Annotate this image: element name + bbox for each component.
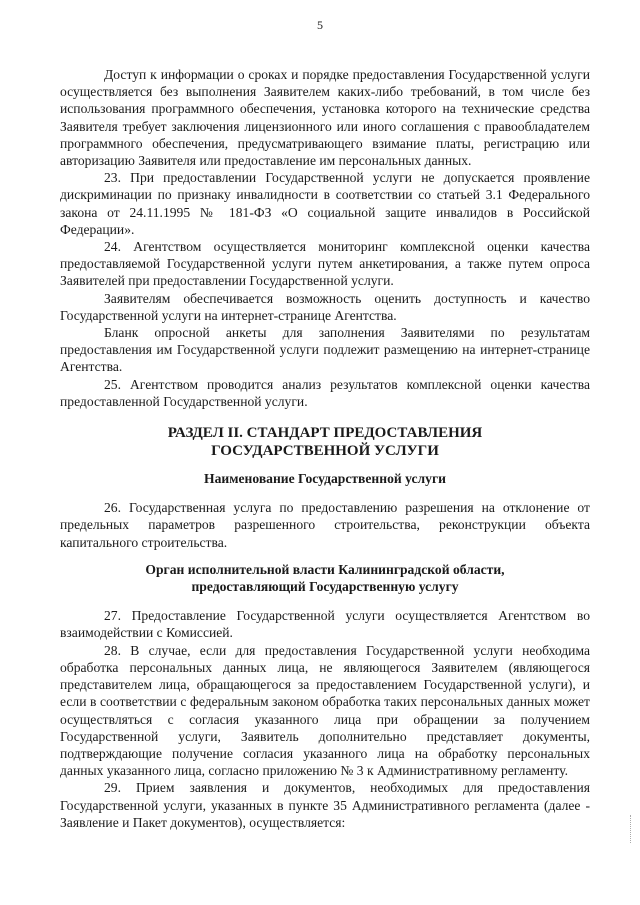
section-title-line-1: РАЗДЕЛ II. СТАНДАРТ ПРЕДОСТАВЛЕНИЯ xyxy=(167,425,483,442)
paragraph-intro: Доступ к информации о сроках и порядке предоставления Государственной услуги осуществляется без выполнения Заявителем каких-либо требований, в том числе без использования программного обеспечения, установка которого на технические средства Заявителя требует заключения лицензионного или иного соглашения с правообладателем программного обеспечения, предусматривающего взимание платы, регистрацию или авторизацию Заявителя или предоставление им персональных данных. xyxy=(60,67,590,169)
section-title-line-2: ГОСУДАРСТВЕННОЙ УСЛУГИ xyxy=(211,443,439,460)
paragraph-26: 26. Государственная услуга по предоставлению разрешения на отклонение от предельных параметров разрешенного строительства, реконструкции объекта капитального строительства. xyxy=(60,500,590,550)
paragraph-25: 25. Агентством проводится анализ результатов комплексной оценки качества предоставленной Государственной услуги. xyxy=(60,376,590,409)
heading-executive-body-line-1: Орган исполнительной власти Калининградской области, xyxy=(145,561,505,577)
paragraph-24-survey-form: Бланк опросной анкеты для заполнения Заявителями по результатам предоставления им Государственной услуги подлежит размещению на интернет-странице Агентства. xyxy=(60,325,590,375)
paragraph-27: 27. Предоставление Государственной услуги осуществляется Агентством во взаимодействии с Комиссией. xyxy=(60,608,590,641)
paragraph-29: 29. Прием заявления и документов, необходимых для предоставления Государственной услуги, указанных в пункте 35 Административного регламента (далее - Заявление и Пакет документов), осуществляется: xyxy=(60,780,590,830)
heading-executive-body-line-2: предоставляющий Государственную услугу xyxy=(191,579,459,595)
page-number: 5 xyxy=(317,18,323,32)
paragraph-28: 28. В случае, если для предоставления Государственной услуги необходима обработка персональных данных лица, не являющегося Заявителем (являющегося представителем лица, обращающегося за предоставлением Государственной услуги), и если в соответствии с федеральным законом обработка таких персональных данных может осуществляться с согласия указанного лица при обращении за получением Государственной услуги, Заявитель дополнительно представляет документы, подтверждающие получение согласия указанного лица на обработку персональных данных указанного лица, согласно приложению № 3 к Административному регламенту. xyxy=(60,642,590,779)
heading-executive-body xyxy=(60,561,590,595)
document-body xyxy=(60,66,590,831)
paragraph-24-assessment: Заявителям обеспечивается возможность оценить доступность и качество Государственной услуги на интернет-странице Агентства. xyxy=(60,290,590,323)
section-title xyxy=(60,424,590,460)
margin-mark xyxy=(630,815,634,843)
paragraph-24: 24. Агентством осуществляется мониторинг комплексной оценки качества предоставляемой Государственной услуги путем анкетирования, а также путем опроса Заявителей при предоставлении Государственной услуги. xyxy=(60,239,590,289)
heading-service-name: Наименование Государственной услуги xyxy=(204,471,446,487)
paragraph-23: 23. При предоставлении Государственной услуги не допускается проявление дискриминации по признаку инвалидности в соответствии со статьей 3.1 Федерального закона от 24.11.1995 № 181-ФЗ «О социальной защите инвалидов в Российской Федерации». xyxy=(60,170,590,237)
